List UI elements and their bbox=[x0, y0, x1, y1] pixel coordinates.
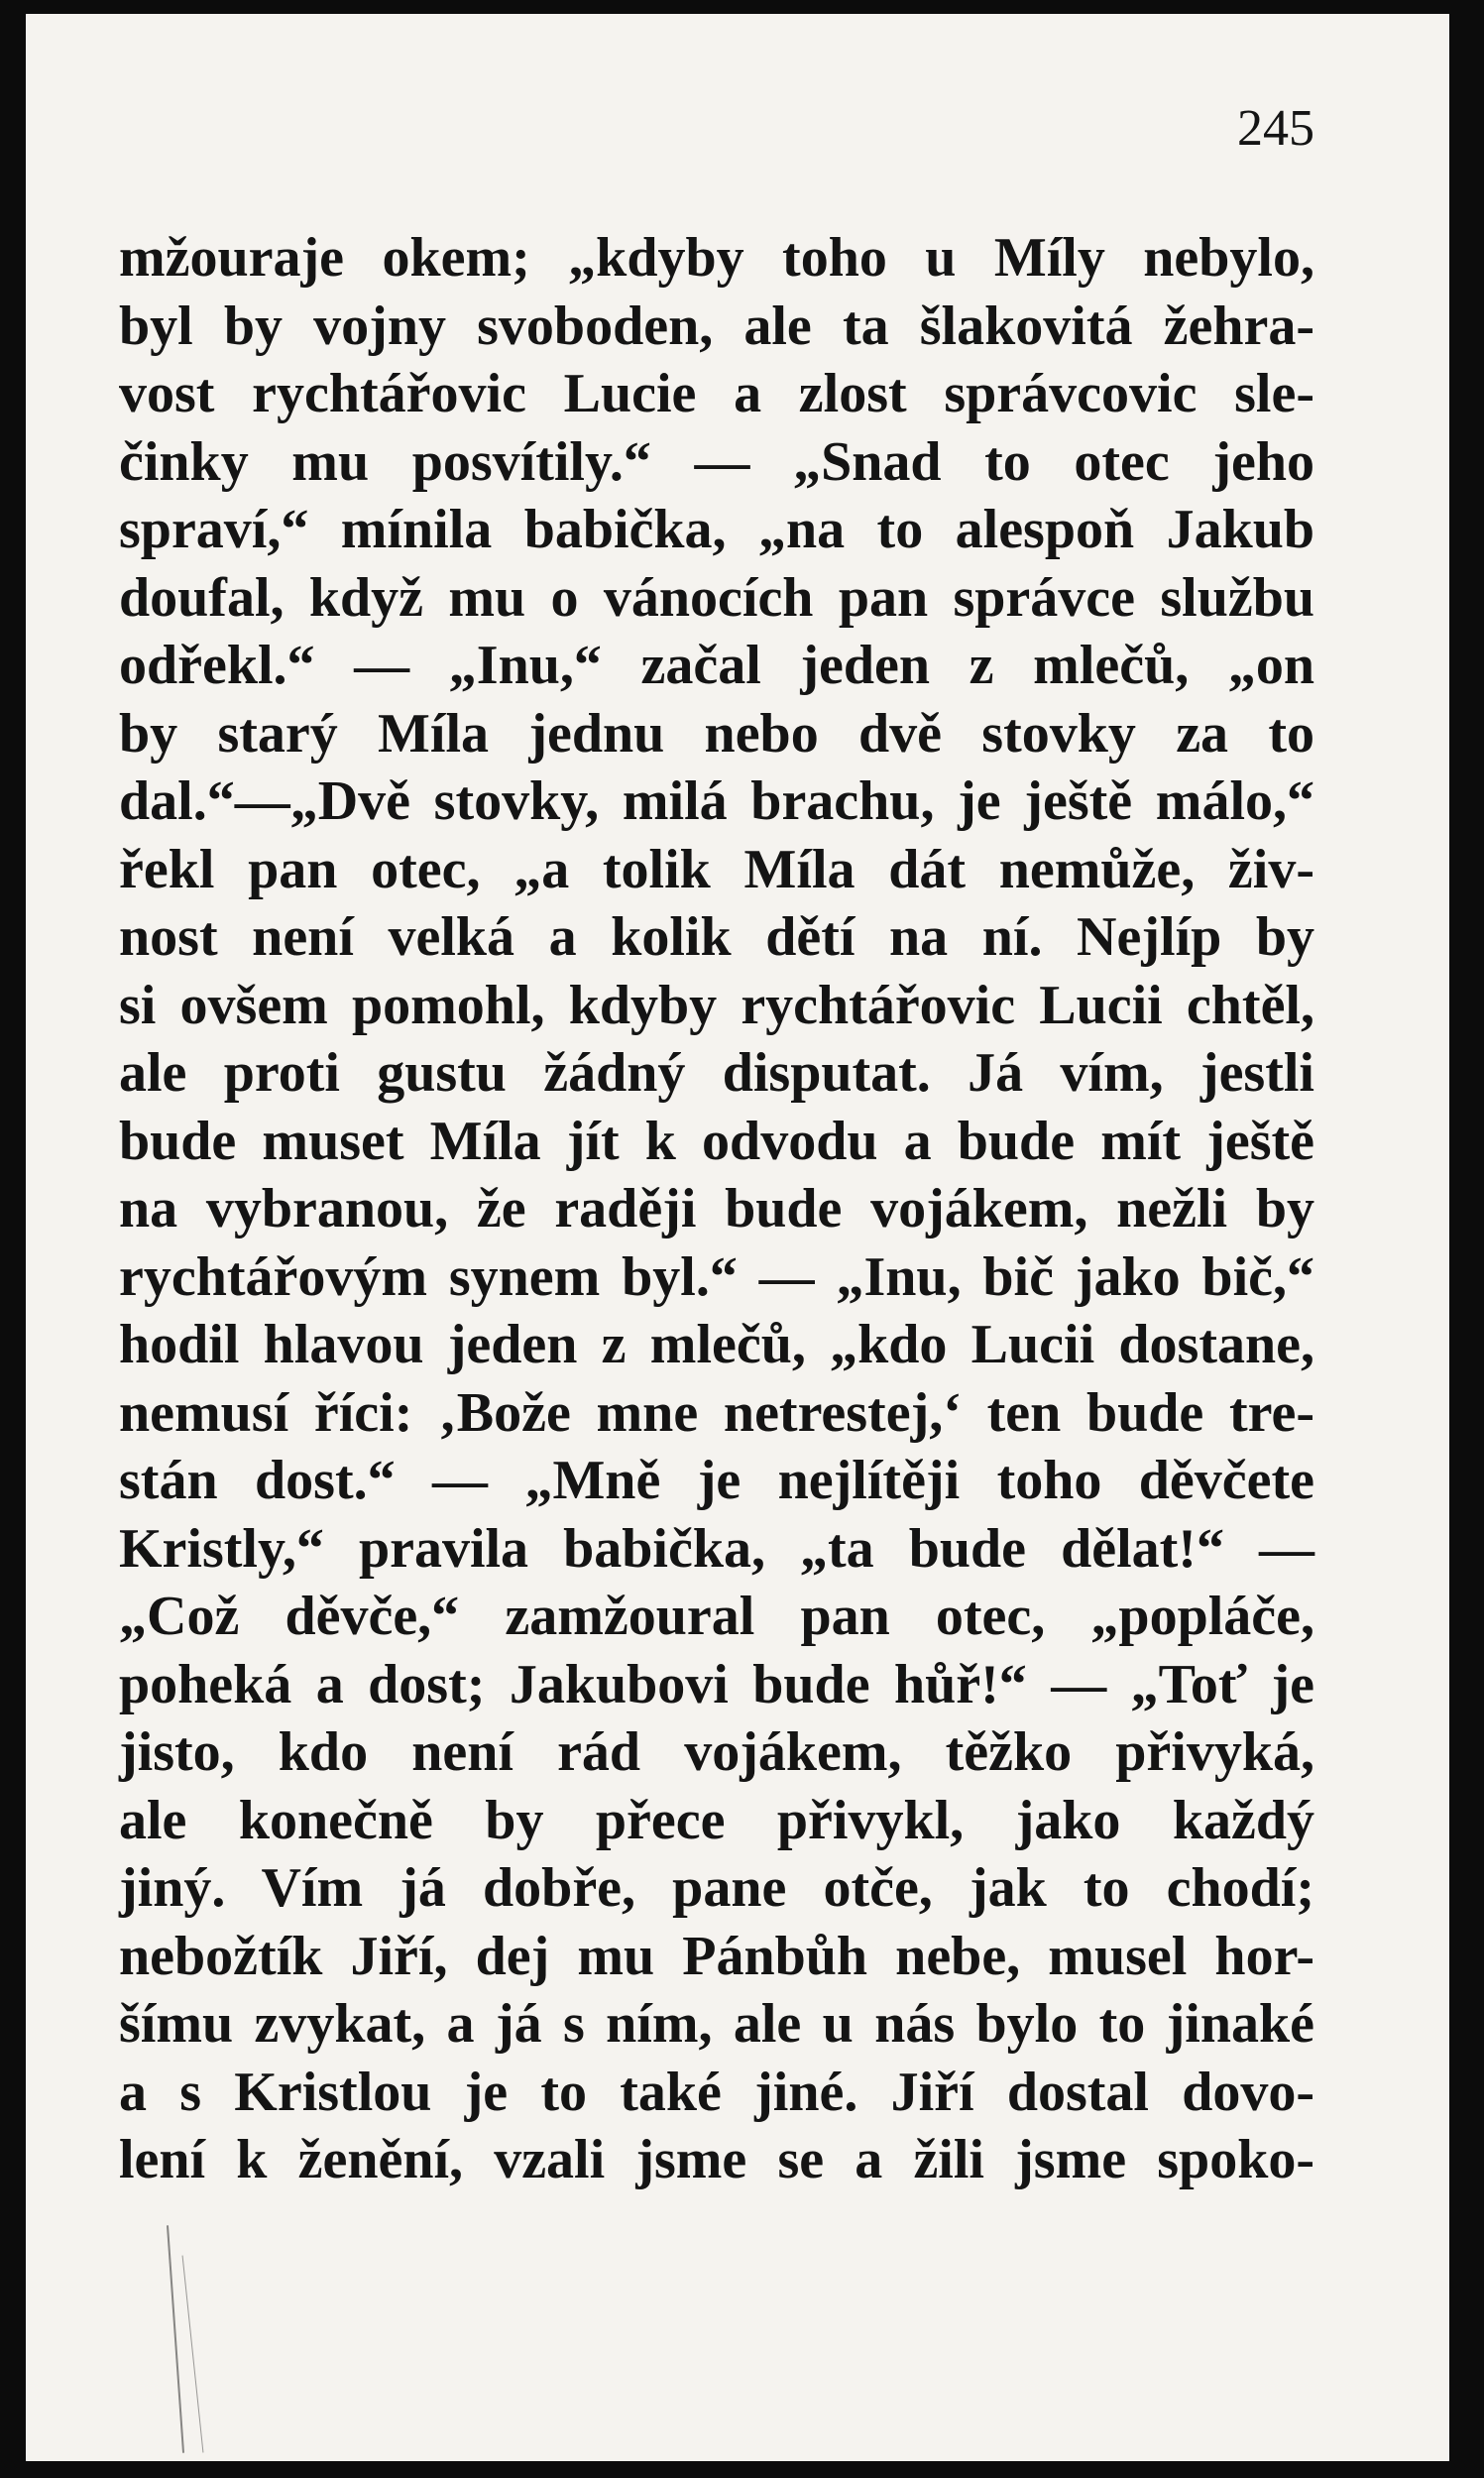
page-number: 245 bbox=[1237, 100, 1314, 157]
text-line: mžouraje okem; „kdyby toho u Míly nebylo, bbox=[119, 227, 1314, 289]
text-line: vost rychtářovic Lucie a zlost správcovic sle- bbox=[119, 363, 1314, 424]
text-line: jiný. Vím já dobře, pane otče, jak to chodí; bbox=[119, 1857, 1314, 1919]
text-line: odřekl.“ — „Inu,“ začal jeden z mlečů, „on bbox=[119, 635, 1314, 696]
text-line: nost není velká a kolik dětí na ní. Nejlíp by bbox=[119, 906, 1314, 968]
body-text bbox=[119, 224, 1314, 2194]
text-line: činky mu posvítily.“ — „Snad to otec jeho bbox=[119, 430, 1314, 493]
scan-artifact bbox=[182, 2255, 204, 2452]
text-line: dal.“—„Dvě stovky, milá brachu, je ještě málo,“ bbox=[119, 770, 1314, 832]
book-page bbox=[26, 14, 1449, 2461]
text-line: hodil hlavou jeden z mlečů, „kdo Lucii dostane, bbox=[119, 1314, 1314, 1375]
text-line: poheká a dost; Jakubovi bude hůř!“ — „Toť je bbox=[119, 1653, 1314, 1715]
text-line: spraví,“ mínila babička, „na to alespoň Jakub bbox=[119, 499, 1314, 560]
text-line: nebožtík Jiří, dej mu Pánbůh nebe, musel hor- bbox=[119, 1925, 1314, 1987]
text-line: na vybranou, že raději bude vojákem, nežli by bbox=[119, 1178, 1314, 1239]
text-line: a s Kristlou je to také jiné. Jiří dostal dovo- bbox=[119, 2061, 1314, 2123]
text-line: byl by vojny svoboden, ale ta šlakovitá žehra- bbox=[119, 295, 1314, 357]
text-line: stán dost.“ — „Mně je nejlítěji toho děvčete bbox=[119, 1450, 1314, 1511]
text-line: „Což děvče,“ zamžoural pan otec, „popláče, bbox=[119, 1586, 1314, 1647]
text-line: si ovšem pomohl, kdyby rychtářovic Lucii chtěl, bbox=[119, 974, 1314, 1036]
text-line: jisto, kdo není rád vojákem, těžko přivyká, bbox=[119, 1721, 1314, 1783]
text-line: bude muset Míla jít k odvodu a bude mít ještě bbox=[119, 1110, 1314, 1172]
text-line: lení k ženění, vzali jsme se a žili jsme spoko- bbox=[119, 2129, 1314, 2190]
text-line: ale proti gustu žádný disputat. Já vím, jestli bbox=[119, 1042, 1314, 1104]
text-line: řekl pan otec, „a tolik Míla dát nemůže, živ- bbox=[119, 838, 1314, 900]
text-line: Kristly,“ pravila babička, „ta bude dělat!“ — bbox=[119, 1517, 1314, 1580]
text-line: šímu zvykat, a já s ním, ale u nás bylo to jinaké bbox=[119, 1993, 1314, 2055]
text-line: ale konečně by přece přivykl, jako každý bbox=[119, 1789, 1314, 1851]
text-line: doufal, když mu o vánocích pan správce službu bbox=[119, 566, 1314, 629]
text-line: by starý Míla jednu nebo dvě stovky za to bbox=[119, 702, 1314, 765]
text-line: nemusí říci: ‚Bože mne netrestej,‘ ten bude tre- bbox=[119, 1381, 1314, 1444]
text-line: rychtářovým synem byl.“ — „Inu, bič jako bič,“ bbox=[119, 1245, 1314, 1308]
